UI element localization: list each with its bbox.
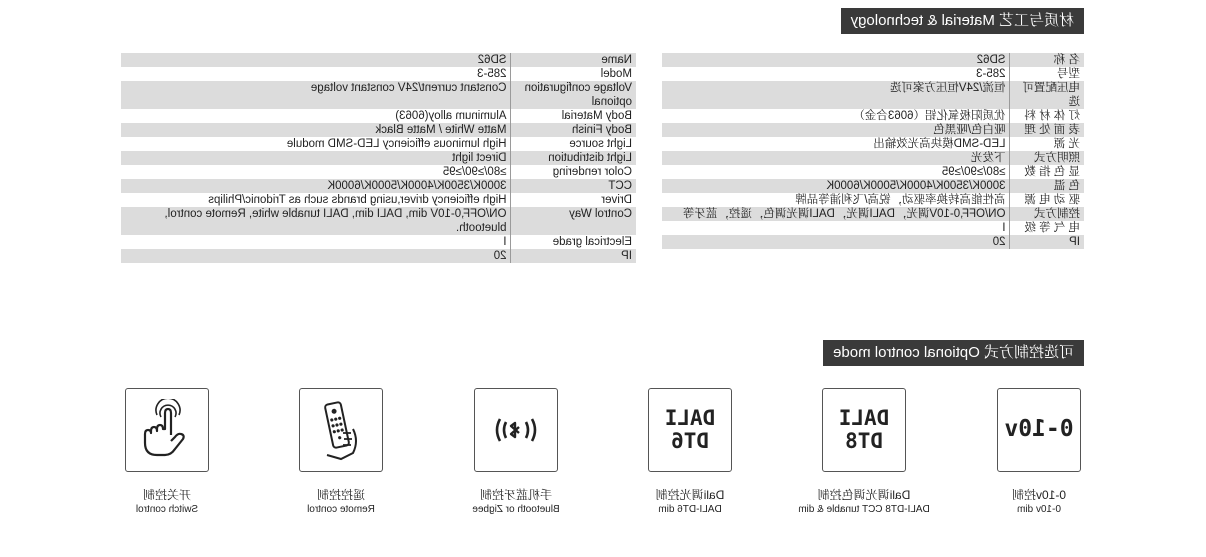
dali-label: DALI: [838, 405, 890, 430]
spec-cn-label: IP: [1010, 235, 1084, 249]
spec-cn-value: 20: [662, 235, 1010, 249]
spec-cn-label: 电 气 等 级: [1010, 221, 1084, 235]
spec-cn-value: LED-SMD模块高光效输出: [662, 137, 1010, 151]
mode-label-en: Switch control: [135, 504, 199, 515]
spec-en-row: [121, 123, 636, 137]
spec-cn-value: SD62: [662, 53, 1010, 67]
spec-en-label: Voltage configuration optional: [511, 81, 636, 109]
mode-box-switch: [125, 388, 209, 472]
mode-label-en: DALI-DT8 CCT tunable & dim: [798, 504, 930, 515]
spec-en-value: High efficiency driver,using brands such as Tridonic/Philips: [121, 193, 511, 207]
spec-cn-label: 名 称: [1010, 53, 1084, 67]
spec-en-row: [121, 235, 636, 249]
mode-box-0-10v: [997, 388, 1081, 472]
mode-box-bluetooth: [474, 388, 558, 472]
dt6-label: DT6: [671, 429, 709, 453]
spec-cn-label: 照明方式: [1010, 151, 1084, 165]
spec-en-value: Direct light: [121, 151, 511, 165]
spec-cn-label: 驱 动 电 源: [1010, 193, 1084, 207]
spec-cn-label: 表 面 处 理: [1010, 123, 1084, 137]
spec-en-row: [121, 137, 636, 151]
mode-0-10v: [997, 388, 1081, 515]
zero-ten-v-icon: 0-10v: [1004, 416, 1074, 443]
spec-cn-label: 型号: [1010, 67, 1084, 81]
mode-label-cn: 手机蓝牙控制: [480, 488, 553, 502]
spec-en-value: ≥80/≥90/≥95: [121, 165, 511, 179]
mode-label-cn: 开关控制: [143, 488, 192, 502]
spec-en-label: Control Way: [511, 207, 636, 235]
spec-en-row: [121, 81, 636, 109]
spec-cn-row: [662, 67, 1084, 81]
remote-control-icon: [311, 397, 371, 463]
bluetooth-icon: [484, 410, 548, 450]
spec-cn-label: 电压配置可选: [1010, 81, 1084, 109]
spec-en-value: 285-3: [121, 67, 511, 81]
spec-cn-label: 灯 体 材 料: [1010, 109, 1084, 123]
spec-cn-row: [662, 179, 1084, 193]
spec-cn-value: ≥80/≥90/≥95: [662, 165, 1010, 179]
mode-switch: [125, 388, 209, 515]
spec-en-value: I: [121, 235, 511, 249]
spec-en-label: Light source: [511, 137, 636, 151]
spec-en-value: Matte White / Matte Black: [121, 123, 511, 137]
mode-label-cn: Dali调光控制: [655, 488, 725, 502]
spec-en-value: Aluminum alloy(6063): [121, 109, 511, 123]
spec-cn-value: I: [662, 221, 1010, 235]
spec-cn-row: [662, 151, 1084, 165]
mode-bluetooth: [472, 388, 560, 515]
spec-en-label: Name: [511, 53, 636, 67]
spec-cn-value: ON/OFF,0-10V调光，DALI调光，DALI调光调色，遥控，蓝牙等: [662, 207, 1010, 221]
spec-en-row: [121, 179, 636, 193]
spec-en-row: [121, 109, 636, 123]
spec-table-en: [121, 53, 636, 263]
spec-en-value: 3000K/3500K/4000K/5000K/6000K: [121, 179, 511, 193]
spec-en-row: [121, 207, 636, 235]
spec-en-row: [121, 53, 636, 67]
spec-en-row: [121, 165, 636, 179]
spec-en-value: ON/OFF,0-10V dim, DALI dim, DALI tunable white, Remote control, bluetooth.: [121, 207, 511, 235]
spec-en-row: [121, 151, 636, 165]
spec-en-label: Driver: [511, 193, 636, 207]
spec-cn-row: [662, 193, 1084, 207]
spec-en-label: Body Finish: [511, 123, 636, 137]
spec-en-value: Constant current/24V constant voltage: [121, 81, 511, 109]
mode-label-en: Bluetooth or Zigbee: [472, 504, 560, 515]
spec-cn-value: 恒流/24V恒压方案可选: [662, 81, 1010, 109]
dt8-label: DT8: [845, 429, 883, 453]
spec-en-row: [121, 249, 636, 263]
spec-en-value: High luminous efficiency LED-SMD module: [121, 137, 511, 151]
mode-label-cn: Dali调光调色控制: [817, 488, 911, 502]
mode-label-en: 0-10v dim: [1017, 504, 1061, 515]
spec-cn-value: 哑白色/哑黑色: [662, 123, 1010, 137]
spec-cn-value: 3000K/3500K/4000K/5000K/6000K: [662, 179, 1010, 193]
spec-cn-row: [662, 109, 1084, 123]
spec-cn-row: [662, 81, 1084, 109]
spec-table-cn: [662, 53, 1084, 249]
mode-label-en: DALI-DT6 dim: [658, 504, 722, 515]
mode-label-en: Remote control: [307, 504, 375, 515]
spec-en-label: Body Material: [511, 109, 636, 123]
spec-cn-row: [662, 165, 1084, 179]
spec-en-label: Model: [511, 67, 636, 81]
spec-cn-row: [662, 137, 1084, 151]
control-modes: [121, 388, 1081, 538]
mode-label-cn: 0-10v控制: [1011, 488, 1067, 502]
spec-cn-label: 显 色 指 数: [1010, 165, 1084, 179]
spec-cn-row: [662, 235, 1084, 249]
spec-cn-value: 高性能高转换率驱动，锐高/飞利浦等品牌: [662, 193, 1010, 207]
mode-box-dali-dt8: [822, 388, 906, 472]
spec-en-row: [121, 193, 636, 207]
spec-cn-row: [662, 53, 1084, 67]
spec-en-label: Light distribution: [511, 151, 636, 165]
spec-en-label: Color rendering: [511, 165, 636, 179]
spec-en-value: SD62: [121, 53, 511, 67]
spec-cn-value: 下发光: [662, 151, 1010, 165]
spec-cn-value: 285-3: [662, 67, 1010, 81]
dali-label: DALI: [664, 405, 716, 430]
hand-pointer-icon: [139, 399, 195, 461]
spec-cn-label: 光 源: [1010, 137, 1084, 151]
spec-en-value: 20: [121, 249, 511, 263]
mode-box-remote: [299, 388, 383, 472]
spec-en-label: Electrical grade: [511, 235, 636, 249]
spec-cn-row: [662, 123, 1084, 137]
mode-label-cn: 遥控控制: [317, 488, 366, 502]
spec-cn-label: 色 温: [1010, 179, 1084, 193]
spec-en-label: CCT: [511, 179, 636, 193]
spec-cn-label: 控制方式: [1010, 207, 1084, 221]
control-mode-title: 可选控制方式 Optional control mode: [823, 340, 1084, 366]
spec-en-label: IP: [511, 249, 636, 263]
spec-en-row: [121, 67, 636, 81]
mode-dali-dt6: [648, 388, 732, 515]
dali-dt6-icon: [665, 407, 716, 453]
spec-cn-value: 优质阳极氧化铝（6063合金）: [662, 109, 1010, 123]
mode-box-dali-dt6: [648, 388, 732, 472]
spec-cn-row: [662, 207, 1084, 221]
dali-dt8-icon: [839, 407, 890, 453]
material-title: 材质与工艺 Material & technology: [841, 8, 1084, 34]
mode-dali-dt8: [798, 388, 930, 515]
mode-remote: [299, 388, 383, 515]
spec-cn-row: [662, 221, 1084, 235]
